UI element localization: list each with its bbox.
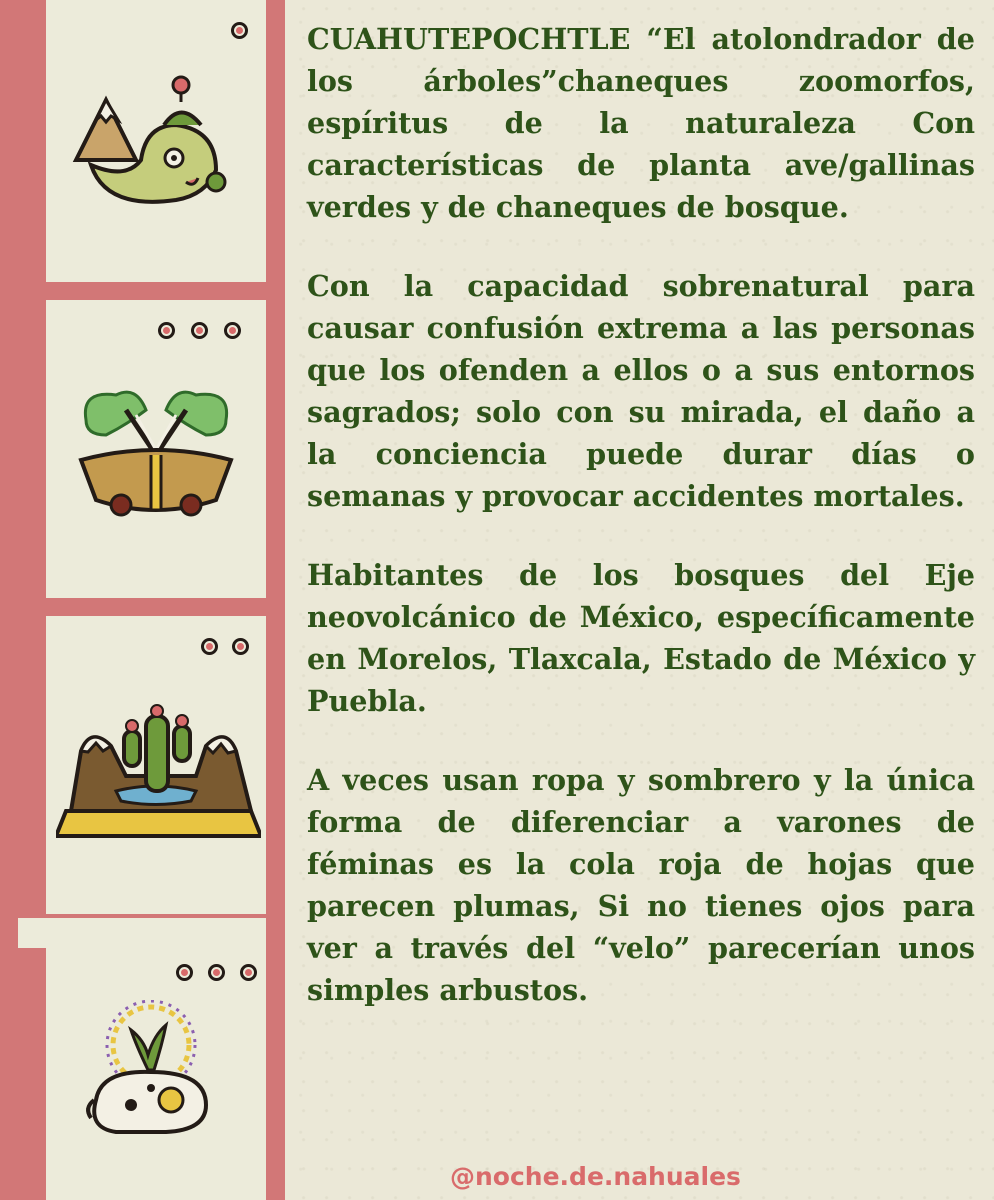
author-handle: @noche.de.nahuales	[450, 1162, 741, 1191]
glyph-panel-3	[46, 616, 266, 914]
count-dot-icon	[201, 638, 218, 655]
paragraph-intro: CUAHUTEPOCHTLE “El atolondrador de los árboles”chaneques zoomorfos, espíritus de la naturaleza Con características de planta ave/gallinas verdes y de chaneques de bosque.	[307, 22, 975, 224]
count-dot-icon	[158, 322, 175, 339]
count-dot-icon	[231, 22, 248, 39]
count-dot-icon	[232, 638, 249, 655]
glyph-panel-4	[46, 948, 266, 1200]
foliage-hands-glyph-icon	[76, 380, 236, 530]
panel-connector	[18, 918, 266, 948]
paragraph-powers: Con la capacidad sobrenatural para causar confusión extrema a las personas que los ofenden a ellos o a sus entornos sagrados; solo con su mirada, el daño a la conciencia puede durar días o semanas y provocar accidentes mortales.	[307, 269, 975, 513]
skull-sprout-glyph-icon	[76, 1000, 226, 1140]
count-dot-icon	[224, 322, 241, 339]
paragraph-habitat: Habitantes de los bosques del Eje neovolcánico de México, específicamente en Morelos, Tlaxcala, Estado de México y Puebla.	[307, 558, 975, 718]
description-text	[307, 18, 975, 1011]
count-dot-icon	[208, 964, 225, 981]
chaneque-mountain-glyph-icon	[66, 70, 256, 220]
glyph-panel-1	[46, 0, 266, 282]
count-dot-icon	[191, 322, 208, 339]
count-dot-icon	[176, 964, 193, 981]
count-dot-icon	[240, 964, 257, 981]
glyph-panel-2	[46, 300, 266, 598]
paragraph-appearance: A veces usan ropa y sombrero y la única forma de diferenciar a varones de féminas es la cola roja de hojas que parecen plumas, Si no tienes ojos para ver a través del “velo” parecerían unos simples arbustos.	[307, 763, 975, 1007]
cactus-mountains-glyph-icon	[56, 696, 261, 841]
